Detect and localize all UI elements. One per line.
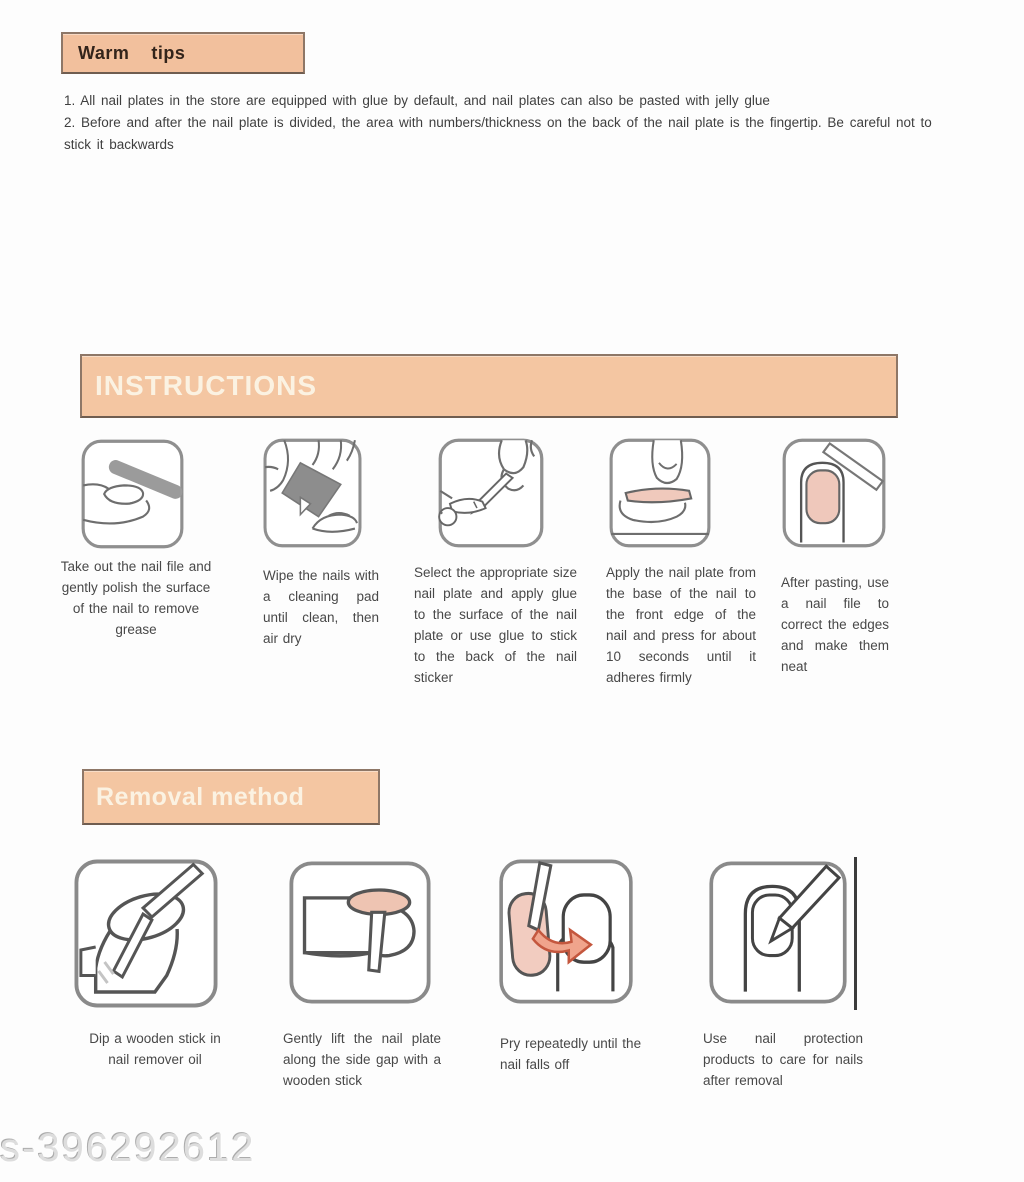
step-caption: After pasting, use a nail file to correct the edges and make them neat [781,575,889,674]
nail-care-icon [707,859,849,1006]
tip-line: 1. All nail plates in the store are equipped with glue by default, and nail plates can also be pasted with jelly glue [64,93,770,108]
file-edges-icon [781,437,887,549]
watermark-text: s-396292612 [0,1126,256,1170]
step-caption: Use nail protection products to care for nails after removal [703,1031,863,1088]
step-caption: Select the appropriate size nail plate and apply glue to the surface of the nail plate or use glue to stick to the back of the nail sticker [414,565,577,685]
stick-in-oil-icon [72,857,220,1010]
removal-method-title: Removal method [96,782,305,811]
step-caption: Take out the nail file and gently polish the surface of the nail to remove grease [60,559,212,637]
lift-nail-plate-icon [287,859,433,1006]
step-caption: Gently lift the nail plate along the side gap with a wooden stick [283,1031,441,1088]
page-edge-line [854,857,857,1010]
cleaning-pad-icon [262,437,363,549]
step-caption: Dip a wooden stick in nail remover oil [89,1031,221,1067]
tip-line: 2. Before and after the nail plate is divided, the area with numbers/thickness on the back of the nail plate is the fingertip. Be careful not to stick it backwards [64,115,932,152]
warm-tips-header [61,32,305,74]
press-nail-plate-icon [608,437,712,549]
step-caption: Wipe the nails with a cleaning pad until clean, then air dry [263,568,379,646]
nail-file-polish-icon [80,438,185,550]
step-caption: Pry repeatedly until the nail falls off [500,1036,642,1072]
removal-method-header [82,769,380,825]
pry-off-icon [497,857,635,1006]
step-caption: Apply the nail plate from the base of the nail to the front edge of the nail and press for about 10 seconds until it adheres firmly [606,565,756,685]
warm-tips-text [64,90,942,156]
instructions-header [80,354,898,418]
instructions-title: INSTRUCTIONS [95,370,317,401]
warm-tips-title: Warm tips [78,42,186,63]
apply-glue-icon [437,437,545,549]
